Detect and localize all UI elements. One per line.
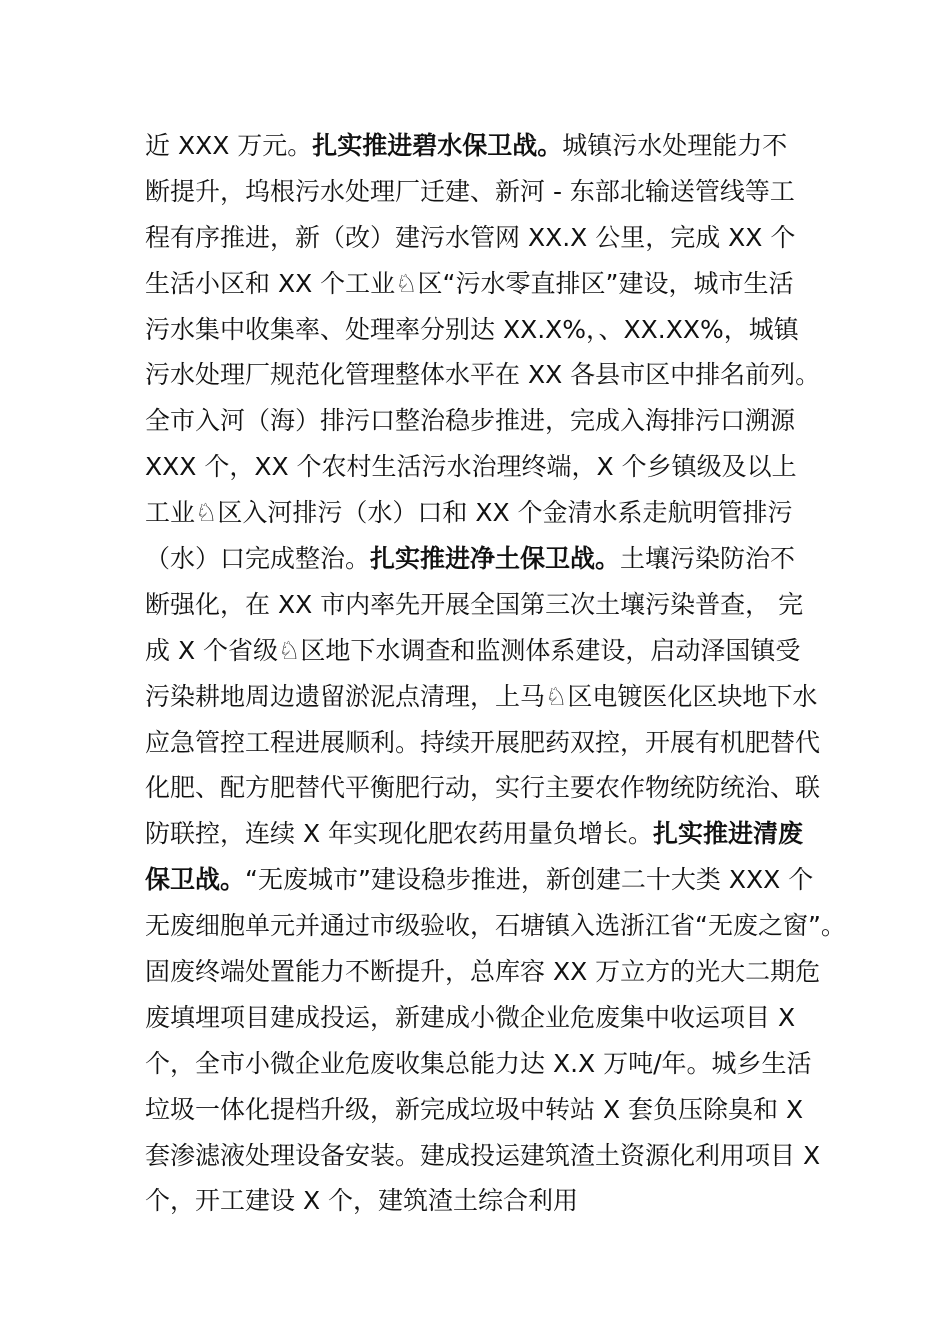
body-text-segment: 固废终端处置能力不断提升，总库容 XX 万立方的光大二期危 (145, 957, 821, 987)
text-line (145, 1087, 845, 1133)
bold-heading-text: 扎实推进碧水保卫战。 (312, 131, 563, 160)
body-text-segment: 成 X 个省级♘区地下水调查和监测体系建设，启动泽国镇受 (145, 635, 801, 665)
text-line (145, 857, 845, 903)
body-text-segment: 应急管控工程进展顺利。持续开展肥药双控，开展有机肥替代 (145, 727, 821, 757)
body-text-segment: 全市入河（海）排污口整治稳步推进，完成入海排污口溯源 (145, 406, 796, 436)
body-text-segment: 工业♘区入河排污（水）口和 XX 个金清水系走航明管排污 (145, 498, 793, 528)
text-line (145, 811, 845, 857)
bold-heading-text: 扎实推进清废 (653, 819, 804, 849)
body-paragraph (145, 123, 845, 1224)
body-text-segment: 污水处理厂规范化管理整体水平在 XX 各县市区中排名前列。 (145, 360, 821, 390)
body-text-segment: XXX 个，XX 个农村生活污水治理终端，X 个乡镇级及以上 (145, 452, 797, 482)
body-text-segment: 近 XXX 万元。 (145, 131, 313, 160)
body-text-segment: 垃圾一体化提档升级，新完成垃圾中转站 X 套负压除臭和 X (145, 1094, 804, 1124)
body-text-segment: 污染耕地周边遗留淤泥点清理，上马♘区电镀医化区块地下水 (145, 681, 818, 711)
text-line (145, 1178, 845, 1224)
body-text-segment: 无废细胞单元并通过市级验收，石塘镇入选浙江省“无废之窗”。 (145, 911, 846, 941)
text-line (145, 949, 845, 995)
body-text-segment: 化肥、配方肥替代平衡肥行动，实行主要农作物统防统治、联 (145, 773, 821, 803)
text-line (145, 123, 845, 169)
text-line (145, 169, 845, 215)
text-line (145, 1041, 845, 1087)
text-line (145, 215, 845, 261)
body-text-segment: 程有序推进，新（改）建污水管网 XX.X 公里，完成 XX 个 (145, 222, 796, 252)
body-text-segment: 污水集中收集率、处理率分别达 XX.X%，、XX.XX%，城镇 (145, 314, 799, 344)
text-line (145, 765, 845, 811)
text-line (145, 398, 845, 444)
body-text-segment: 个，全市小微企业危废收集总能力达 X.X 万吨/年。城乡生活 (145, 1048, 812, 1078)
body-text-segment: 个，开工建设 X 个，建筑渣土综合利用 (145, 1186, 579, 1216)
body-text-segment: 土壤污染防治不 (620, 544, 796, 574)
text-line (145, 307, 845, 353)
text-line (145, 536, 845, 582)
text-line (145, 674, 845, 720)
body-text-segment: 生活小区和 XX 个工业♘区“污水零直排区”建设，城市生活 (145, 268, 794, 298)
text-line (145, 444, 845, 490)
text-line (145, 628, 845, 674)
body-text-segment: 断强化，在 XX 市内率先开展全国第三次土壤污染普查， 完 (145, 589, 804, 619)
bold-heading-text: 扎实推进净土保卫战。 (370, 544, 621, 574)
body-text-segment: “无废城市”建设稳步推进，新创建二十大类 XXX 个 (245, 865, 814, 895)
text-line (145, 995, 845, 1041)
text-line (145, 352, 845, 398)
body-text-segment: 套渗滤液处理设备安装。建成投运建筑渣土资源化利用项目 X (145, 1140, 821, 1170)
body-text-segment: 城镇污水处理能力不 (562, 131, 788, 160)
text-line (145, 490, 845, 536)
text-line (145, 903, 845, 949)
text-line (145, 261, 845, 307)
body-text-segment: （水）口完成整治。 (145, 544, 371, 574)
text-line (145, 582, 845, 628)
bold-heading-text: 保卫战。 (145, 865, 246, 895)
body-text-segment: 断提升，坞根污水处理厂迁建、新河 - 东部北输送管线等工 (145, 176, 795, 206)
body-text-segment: 防联控，连续 X 年实现化肥农药用量负增长。 (145, 819, 654, 849)
body-text-segment: 废填埋项目建成投运，新建成小微企业危废集中收运项目 X (145, 1002, 796, 1032)
text-line (145, 1133, 845, 1179)
text-line (145, 720, 845, 766)
